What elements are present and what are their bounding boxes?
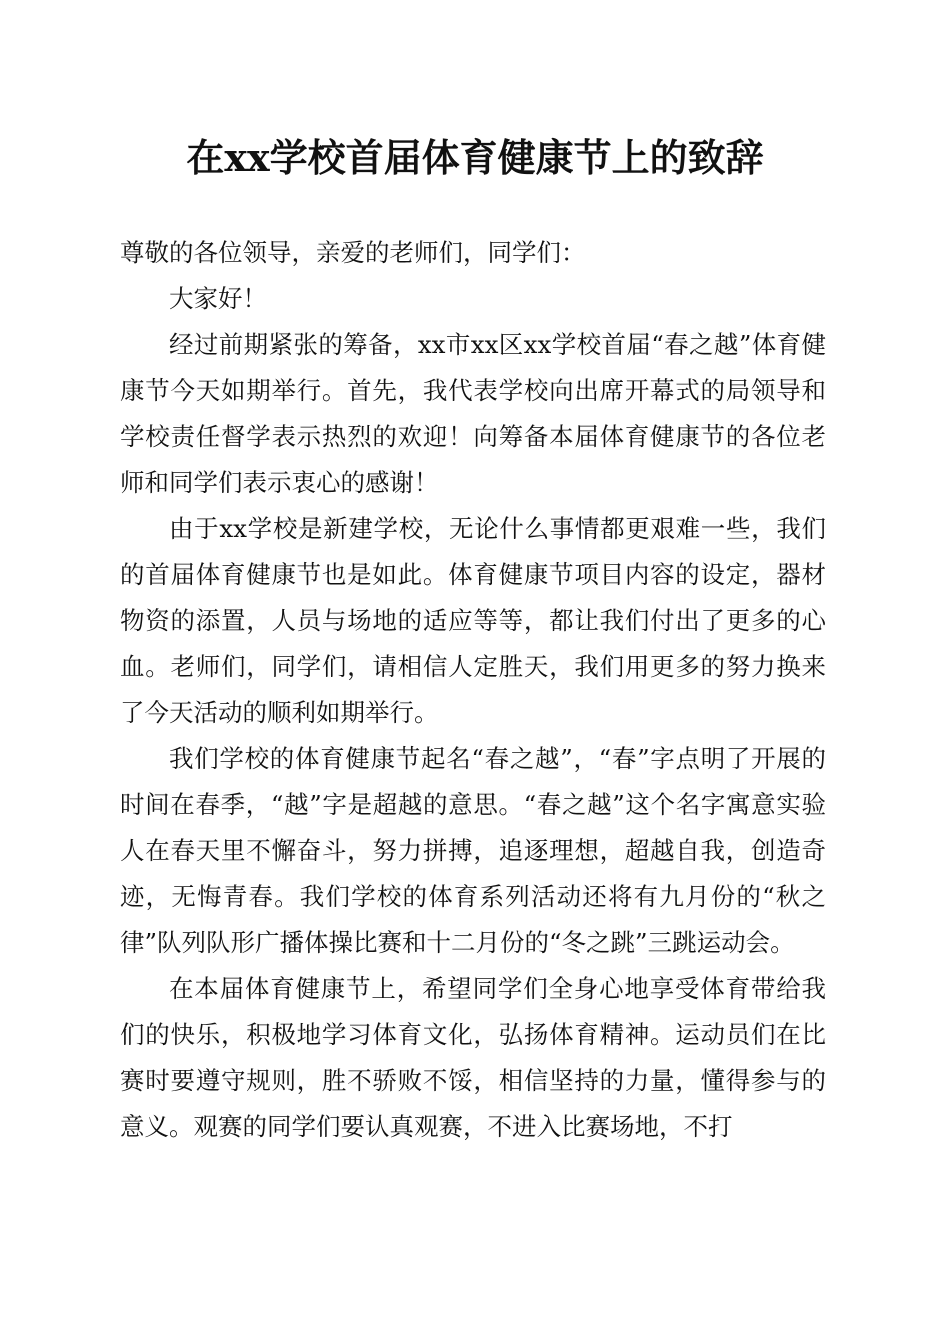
document-body [120,230,826,1150]
document-title: 在xx学校首届体育健康节上的致辞 [186,135,764,180]
paragraph: 在本届体育健康节上，希望同学们全身心地享受体育带给我们的快乐，积极地学习体育文化，弘扬体育精神。运动员们在比赛时要遵守规则，胜不骄败不馁，相信坚持的力量，懂得参与的意义。观赛的同学们要认真观赛，不进入比赛场地，不打 [120,974,826,1141]
salutation: 尊敬的各位领导，亲爱的老师们，同学们： [120,238,586,267]
greeting: 大家好！ [169,284,267,313]
paragraph: 经过前期紧张的筹备，xx市xx区xx学校首届“春之越”体育健康节今天如期举行。首先，我代表学校向出席开幕式的局领导和学校责任督学表示热烈的欢迎！向筹备本届体育健康节的各位老师和同学们表示衷心的感谢！ [120,330,826,497]
paragraph: 由于xx学校是新建学校，无论什么事情都更艰难一些，我们的首届体育健康节也是如此。体育健康节项目内容的设定，器材物资的添置，人员与场地的适应等等，都让我们付出了更多的心血。老师们，同学们，请相信人定胜天，我们用更多的努力换来了今天活动的顺利如期举行。 [120,514,826,727]
paragraph: 我们学校的体育健康节起名“春之越”，“春”字点明了开展的时间在春季，“越”字是超越的意思。“春之越”这个名字寓意实验人在春天里不懈奋斗，努力拼搏，追逐理想，超越自我，创造奇迹，无悔青春。我们学校的体育系列活动还将有九月份的“秋之律”队列队形广播体操比赛和十二月份的“冬之跳”三跳运动会。 [120,744,826,957]
